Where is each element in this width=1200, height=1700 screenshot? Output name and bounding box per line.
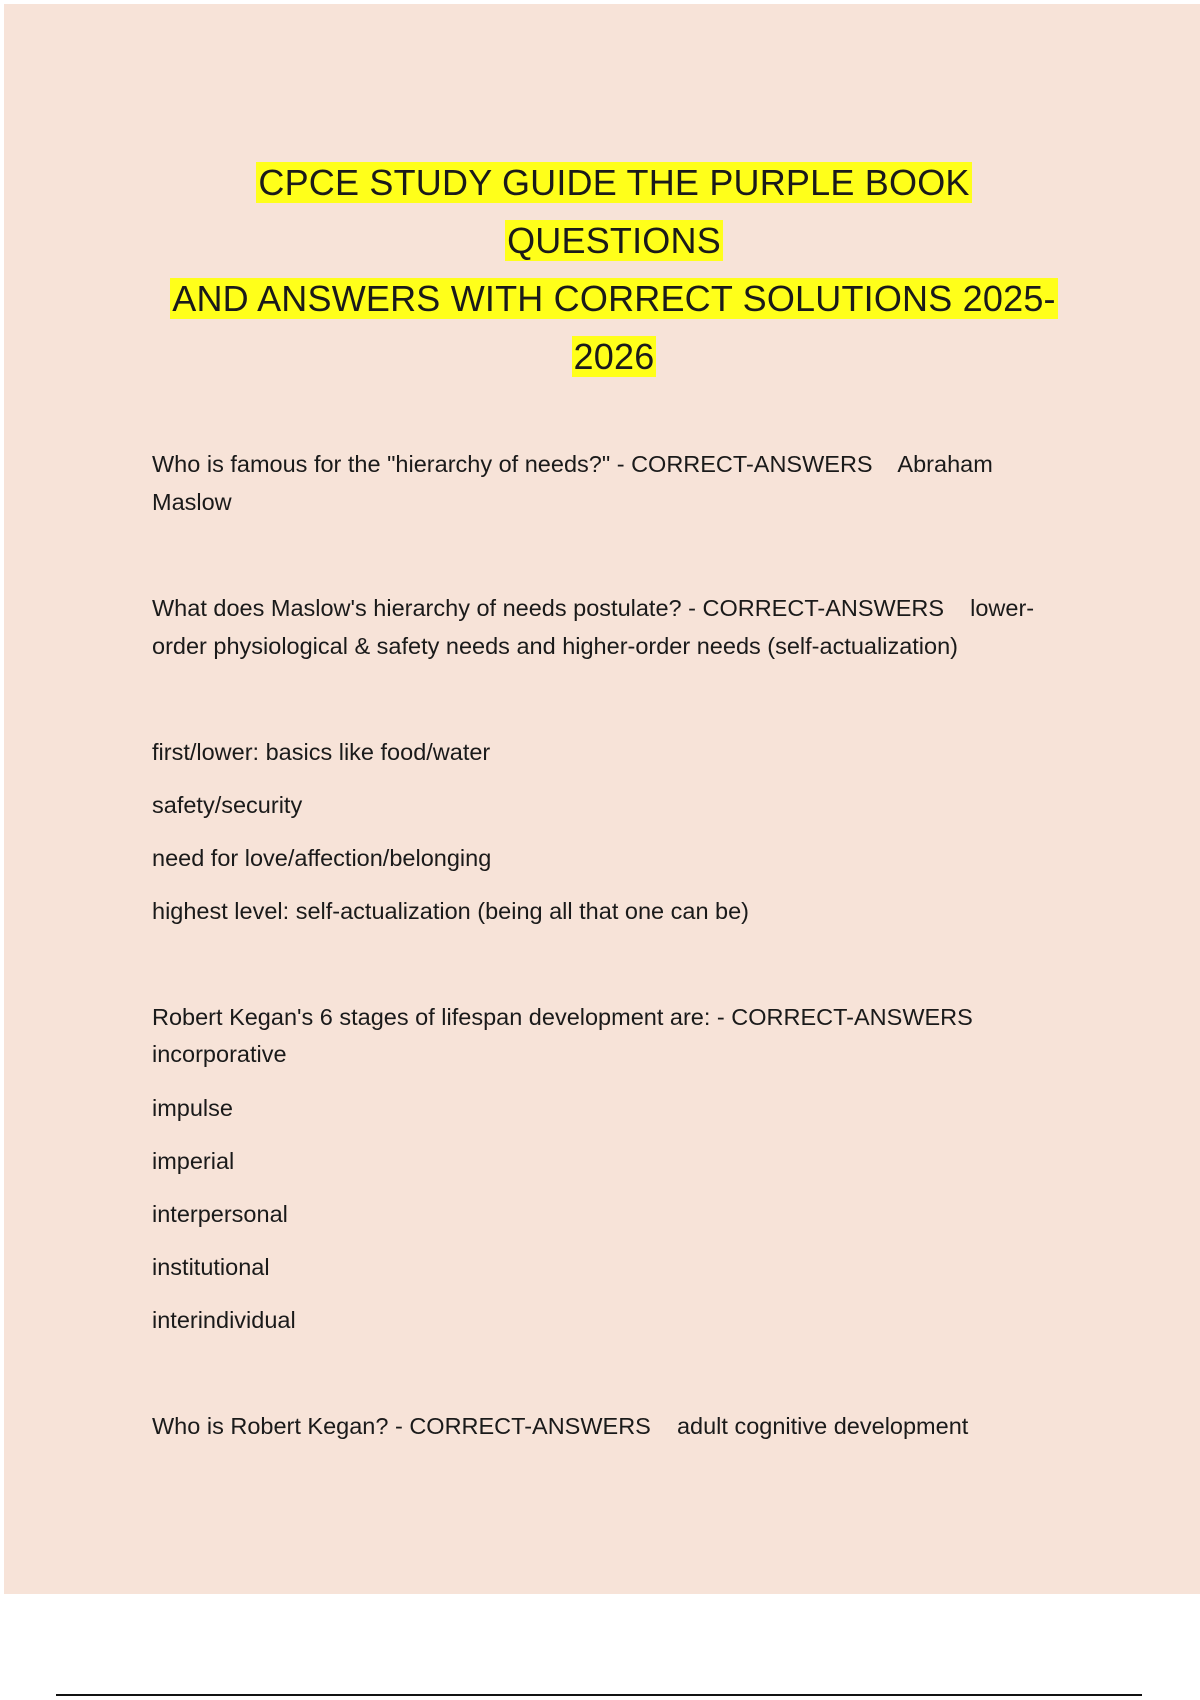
list-item: impulse bbox=[152, 1095, 233, 1121]
question-who-is-kegan: Who is Robert Kegan? - CORRECT-ANSWERS adult cognitive development bbox=[152, 1413, 969, 1439]
list-item: imperial bbox=[152, 1148, 235, 1174]
question-maslow-hierarchy: Who is famous for the "hierarchy of needs?" - CORRECT-ANSWERS Abraham bbox=[152, 451, 993, 477]
title-line: CPCE STUDY GUIDE THE PURPLE BOOK QUESTIONS bbox=[258, 162, 970, 261]
answer-maslow-hierarchy-cont: Maslow bbox=[152, 489, 232, 515]
title-line: AND ANSWERS WITH CORRECT SOLUTIONS 2025- bbox=[172, 278, 1056, 319]
title-line: 2026 bbox=[573, 336, 655, 377]
document-title bbox=[154, 154, 1074, 386]
question-kegan-stages: Robert Kegan's 6 stages of lifespan development are: - CORRECT-ANSWERS bbox=[152, 1004, 973, 1030]
list-item: safety/security bbox=[152, 792, 303, 818]
footer-divider bbox=[56, 1694, 1142, 1696]
list-item: institutional bbox=[152, 1254, 270, 1280]
answer-maslow-postulate-cont: order physiological & safety needs and higher-order needs (self-actualization) bbox=[152, 633, 958, 659]
list-item: highest level: self-actualization (being all that one can be) bbox=[152, 898, 750, 924]
question-maslow-postulate: What does Maslow's hierarchy of needs postulate? - CORRECT-ANSWERS lower- bbox=[152, 595, 1035, 621]
list-item: incorporative bbox=[152, 1041, 287, 1067]
document-page bbox=[4, 4, 1200, 1594]
list-item: first/lower: basics like food/water bbox=[152, 739, 491, 765]
list-item: interindividual bbox=[152, 1307, 296, 1333]
list-item: need for love/affection/belonging bbox=[152, 845, 492, 871]
list-item: interpersonal bbox=[152, 1201, 288, 1227]
